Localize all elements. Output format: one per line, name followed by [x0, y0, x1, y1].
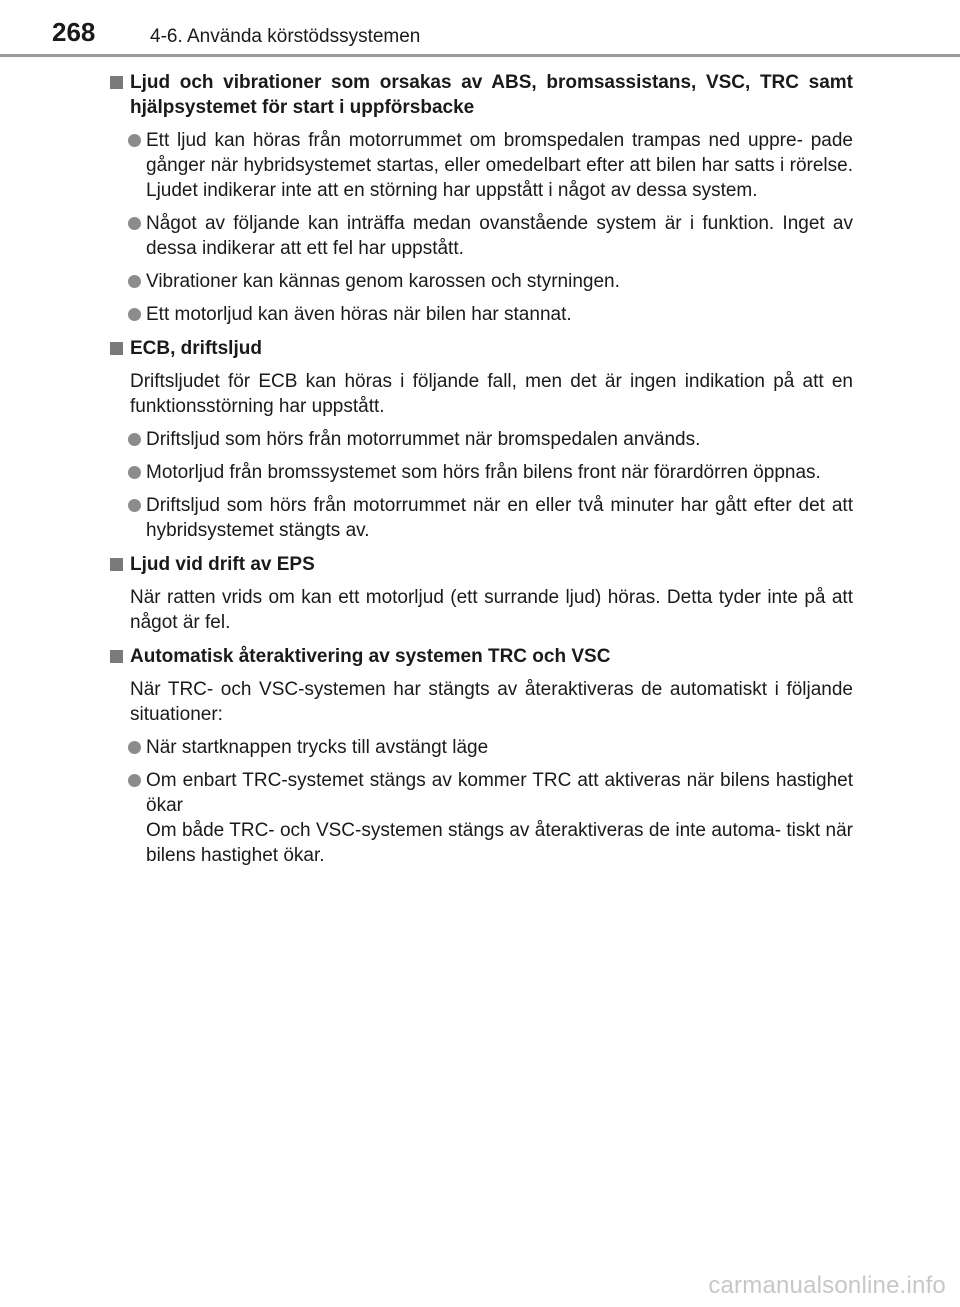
circle-bullet-icon	[128, 217, 141, 230]
circle-bullet-icon	[128, 275, 141, 288]
section-heading-text: ECB, driftsljud	[130, 338, 262, 359]
bullet-text: Driftsljud som hörs från motorrummet när bromspedalen används.	[146, 429, 701, 450]
watermark[interactable]: carmanualsonline.info	[708, 1272, 946, 1299]
bullet-item	[108, 302, 853, 327]
bullet-text: Något av följande kan inträffa medan ovanstående system är i funktion. Inget av dessa indikerar att ett fel har uppstått.	[146, 213, 853, 259]
square-bullet-icon	[110, 76, 123, 89]
bullet-item	[108, 269, 853, 294]
section-body: Driftsljudet för ECB kan höras i följande fall, men det är ingen indikation på att en funktionsstörning har uppstått.	[130, 371, 853, 417]
square-bullet-icon	[110, 650, 123, 663]
section-heading-text: Ljud och vibrationer som orsakas av ABS, bromsassistans, VSC, TRC samt hjälpsystemet för start i uppförsbacke	[130, 72, 853, 118]
circle-bullet-icon	[128, 466, 141, 479]
bullet-item	[108, 128, 853, 203]
section-body: När TRC- och VSC-systemen har stängts av återaktiveras de automatiskt i följande situationer:	[130, 679, 853, 725]
bullet-item	[108, 427, 853, 452]
bullet-item	[108, 493, 853, 543]
bullet-text: När startknappen trycks till avstängt läge	[146, 737, 489, 758]
circle-bullet-icon	[128, 499, 141, 512]
section	[108, 70, 853, 327]
square-bullet-icon	[110, 342, 123, 355]
circle-bullet-icon	[128, 741, 141, 754]
section-heading	[108, 336, 853, 361]
section	[108, 336, 853, 543]
bullet-item	[108, 768, 853, 868]
bullet-item	[108, 735, 853, 760]
section-heading-text: Ljud vid drift av EPS	[130, 554, 315, 575]
square-bullet-icon	[110, 558, 123, 571]
bullet-text: Driftsljud som hörs från motorrummet när en eller två minuter har gått efter det att hybridsystemet stängts av.	[146, 495, 853, 541]
section	[108, 552, 853, 635]
bullet-text: Om både TRC- och VSC-systemen stängs av återaktiveras de inte automa- tiskt när bilens hastighet ökar.	[146, 820, 853, 866]
bullet-list	[108, 735, 853, 868]
section-heading	[108, 644, 853, 669]
bullet-text: Om enbart TRC-systemet stängs av kommer TRC att aktiveras när bilens hastighet ökar	[146, 770, 853, 816]
bullet-list	[108, 128, 853, 327]
section-body: När ratten vrids om kan ett motorljud (ett surrande ljud) höras. Detta tyder inte på att något är fel.	[130, 587, 853, 633]
circle-bullet-icon	[128, 308, 141, 321]
section-heading	[108, 70, 853, 120]
bullet-text: Ett motorljud kan även höras när bilen har stannat.	[146, 304, 572, 325]
section-title: 4-6. Använda körstödssystemen	[150, 26, 421, 47]
page-number: 268	[52, 17, 96, 47]
section-heading	[108, 552, 853, 577]
content	[108, 70, 853, 877]
bullet-list	[108, 427, 853, 543]
bullet-item	[108, 460, 853, 485]
section	[108, 644, 853, 868]
circle-bullet-icon	[128, 433, 141, 446]
bullet-text: Ett ljud kan höras från motorrummet om bromspedalen trampas ned uppre- pade gånger när hybridsystemet startas, eller omedelbart efter att bilen har satts i rörelse. Ljudet indikerar inte att en störning har uppstått i något av dessa system.	[146, 130, 853, 201]
circle-bullet-icon	[128, 774, 141, 787]
section-heading-text: Automatisk återaktivering av systemen TRC och VSC	[130, 646, 611, 667]
bullet-text: Vibrationer kan kännas genom karossen och styrningen.	[146, 271, 620, 292]
header-rule	[0, 54, 960, 57]
circle-bullet-icon	[128, 134, 141, 147]
bullet-text: Motorljud från bromssystemet som hörs från bilens front när förardörren öppnas.	[146, 462, 821, 483]
bullet-item	[108, 211, 853, 261]
